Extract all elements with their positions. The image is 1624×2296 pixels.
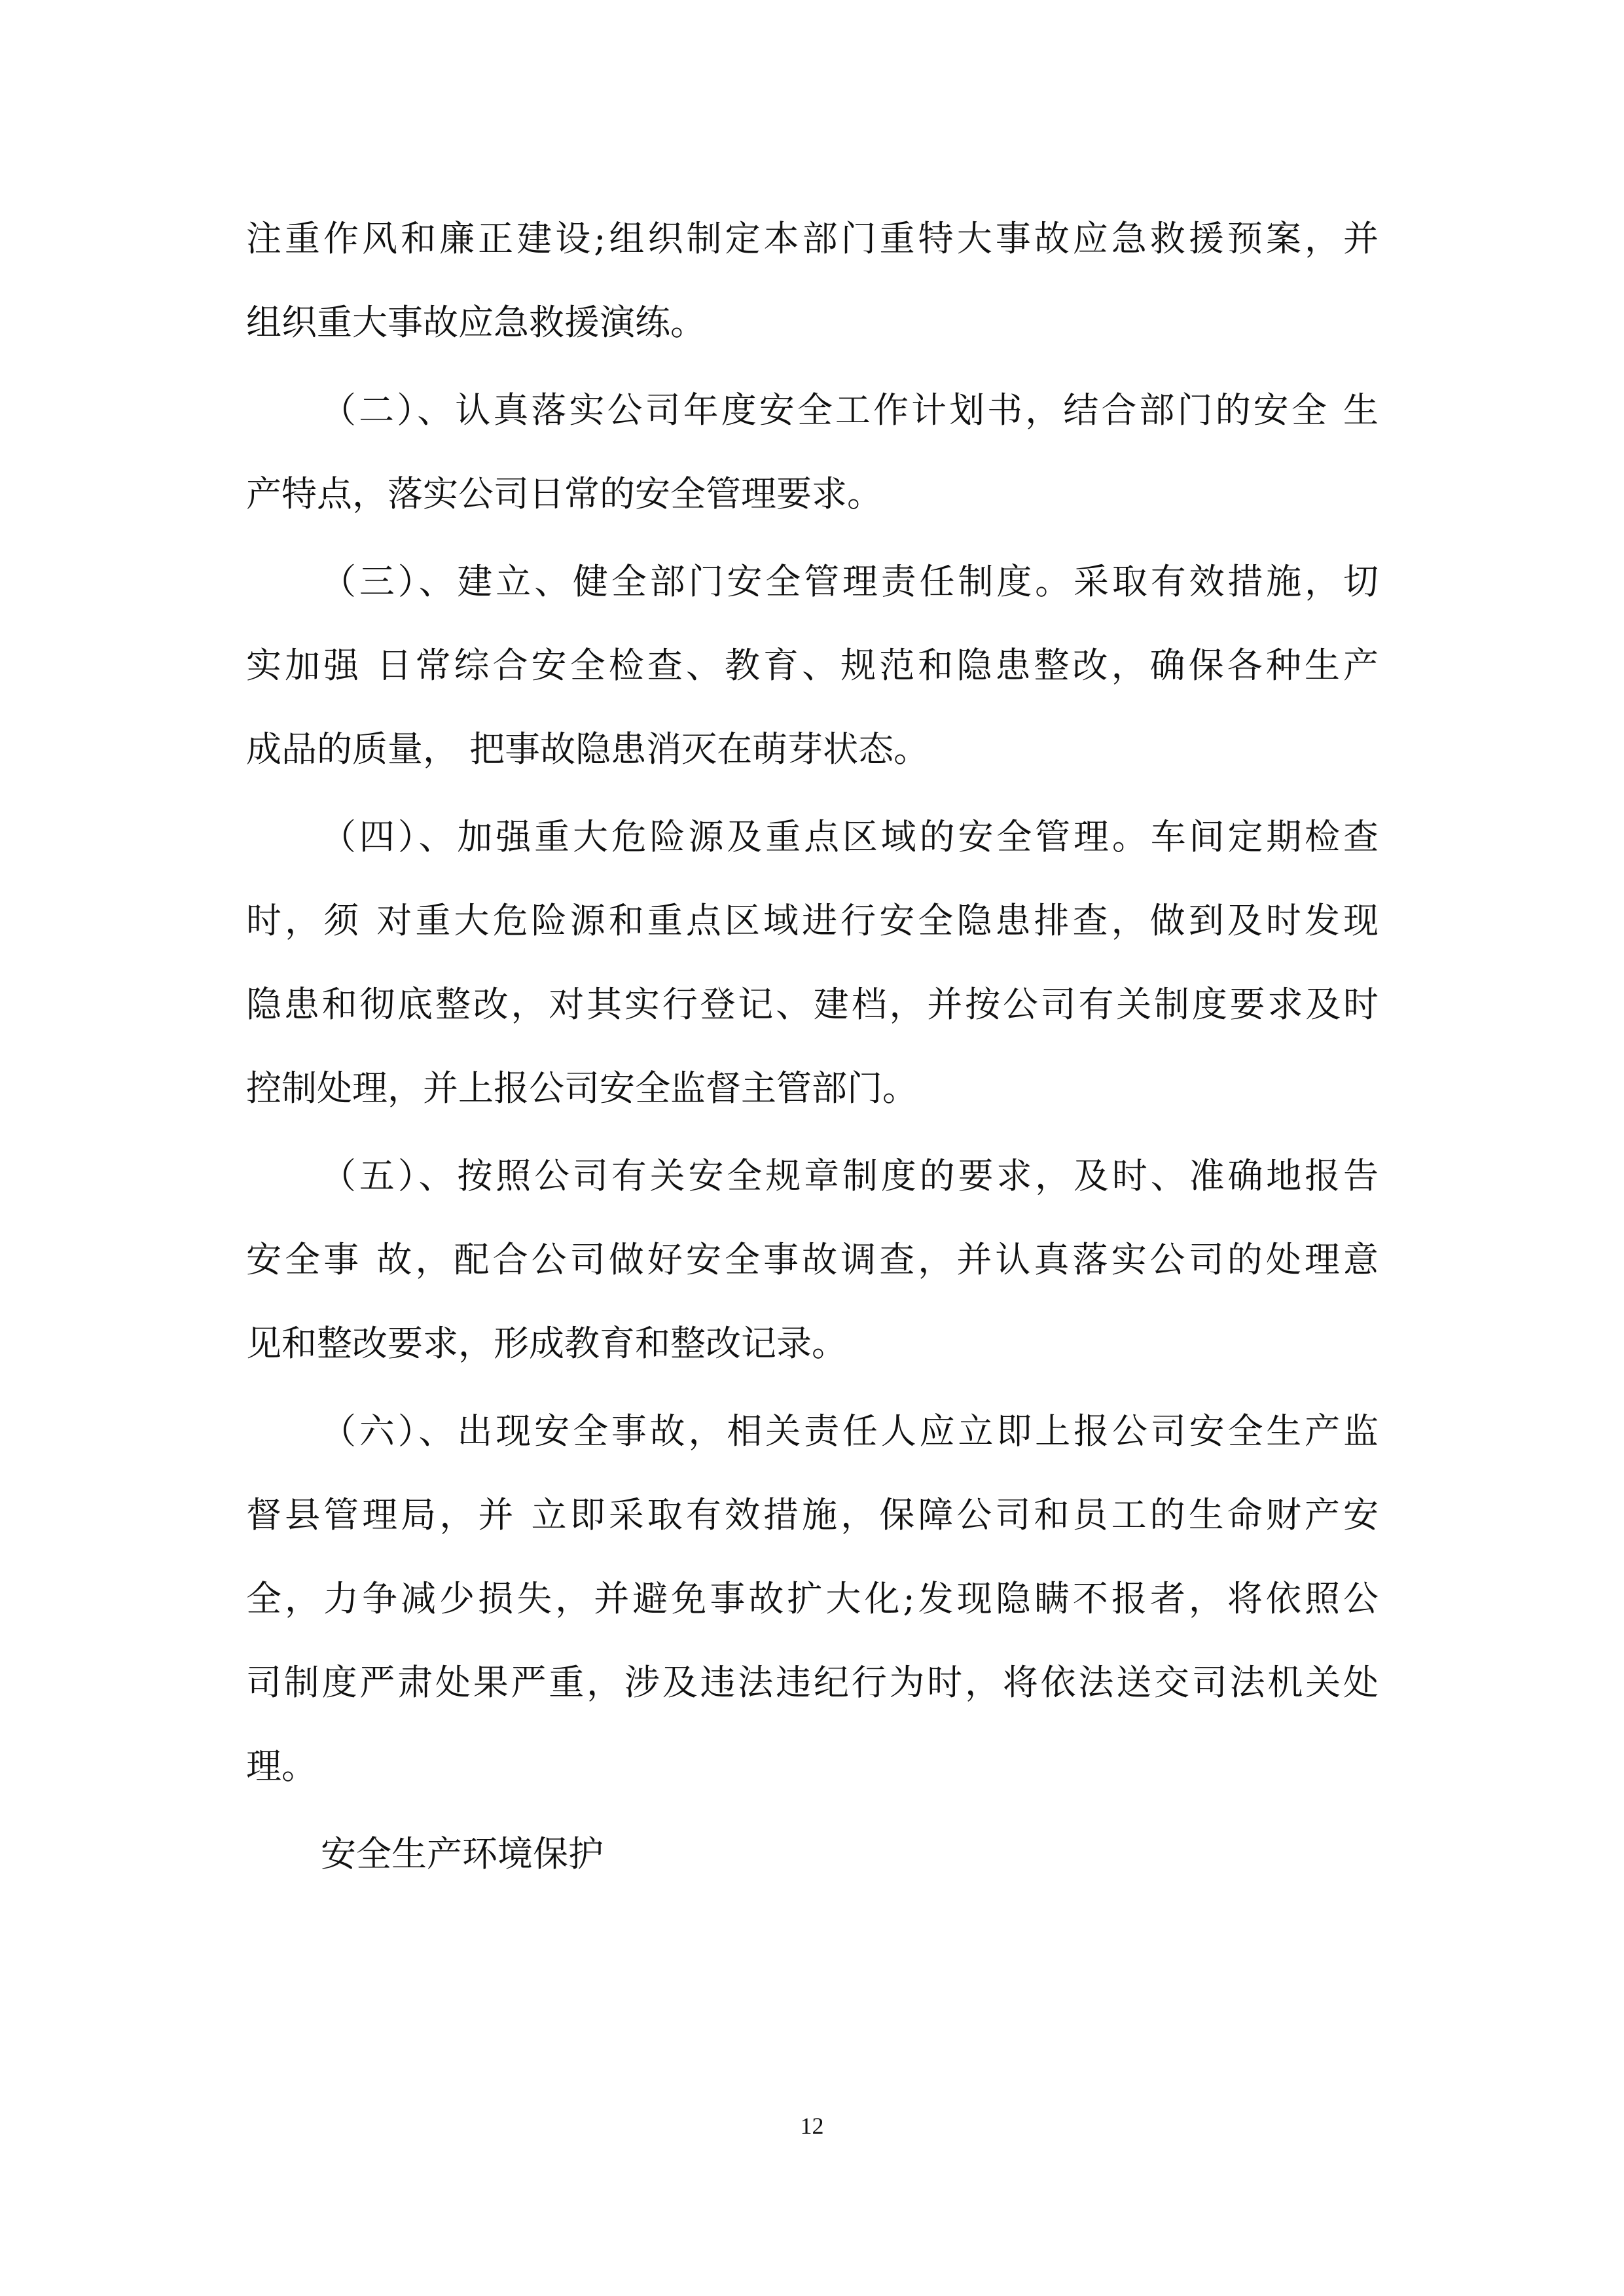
- text-line: 注重作风和廉正建设;组织制定本部门重特大事故应急救援预案，并: [246, 218, 1379, 259]
- text-line: 司制度严肃处果严重，涉及违法违纪行为时，将依法送交司法机关处: [246, 1662, 1379, 1703]
- text-line: （四）、加强重大危险源及重点区域的安全管理。车间定期检查: [321, 816, 1379, 857]
- text-line: 成品的质量， 把事故隐患消灭在萌芽状态。: [246, 728, 929, 770]
- text-line: 控制处理，并上报公司安全监督主管部门。: [246, 1067, 918, 1109]
- text-line: 隐患和彻底整改，对其实行登记、建档，并按公司有关制度要求及时: [246, 984, 1379, 1025]
- text-line: （二）、认真落实公司年度安全工作计划书，结合部门的安全 生: [321, 389, 1379, 431]
- text-line: 督县管理局，并 立即采取有效措施，保障公司和员工的生命财产安: [246, 1494, 1379, 1535]
- text-line: 见和整改要求，形成教育和整改记录。: [246, 1323, 847, 1364]
- text-line: 安全事 故，配合公司做好安全事故调查，并认真落实公司的处理意: [246, 1239, 1379, 1280]
- text-line: 时，须 对重大危险源和重点区域进行安全隐患排查，做到及时发现: [246, 900, 1379, 941]
- text-line: 实加强 日常综合安全检查、教育、规范和隐患整改，确保各种生产: [246, 645, 1379, 686]
- text-line: 产特点，落实公司日常的安全管理要求。: [246, 473, 882, 514]
- text-line: （五）、按照公司有关安全规章制度的要求，及时、准确地报告: [321, 1155, 1379, 1196]
- text-line: 组织重大事故应急救援演练。: [246, 302, 706, 343]
- text-line: 理。: [246, 1746, 317, 1787]
- page-number: 12: [800, 2113, 824, 2139]
- text-line: （三）、建立、健全部门安全管理责任制度。采取有效措施，切: [321, 561, 1379, 602]
- section-heading: 安全生产环境保护: [321, 1833, 604, 1874]
- text-line: 全，力争减少损失，并避免事故扩大化;发现隐瞒不报者，将依照公: [246, 1578, 1379, 1619]
- text-line: （六）、出现安全事故，相关责任人应立即上报公司安全生产监: [321, 1410, 1379, 1452]
